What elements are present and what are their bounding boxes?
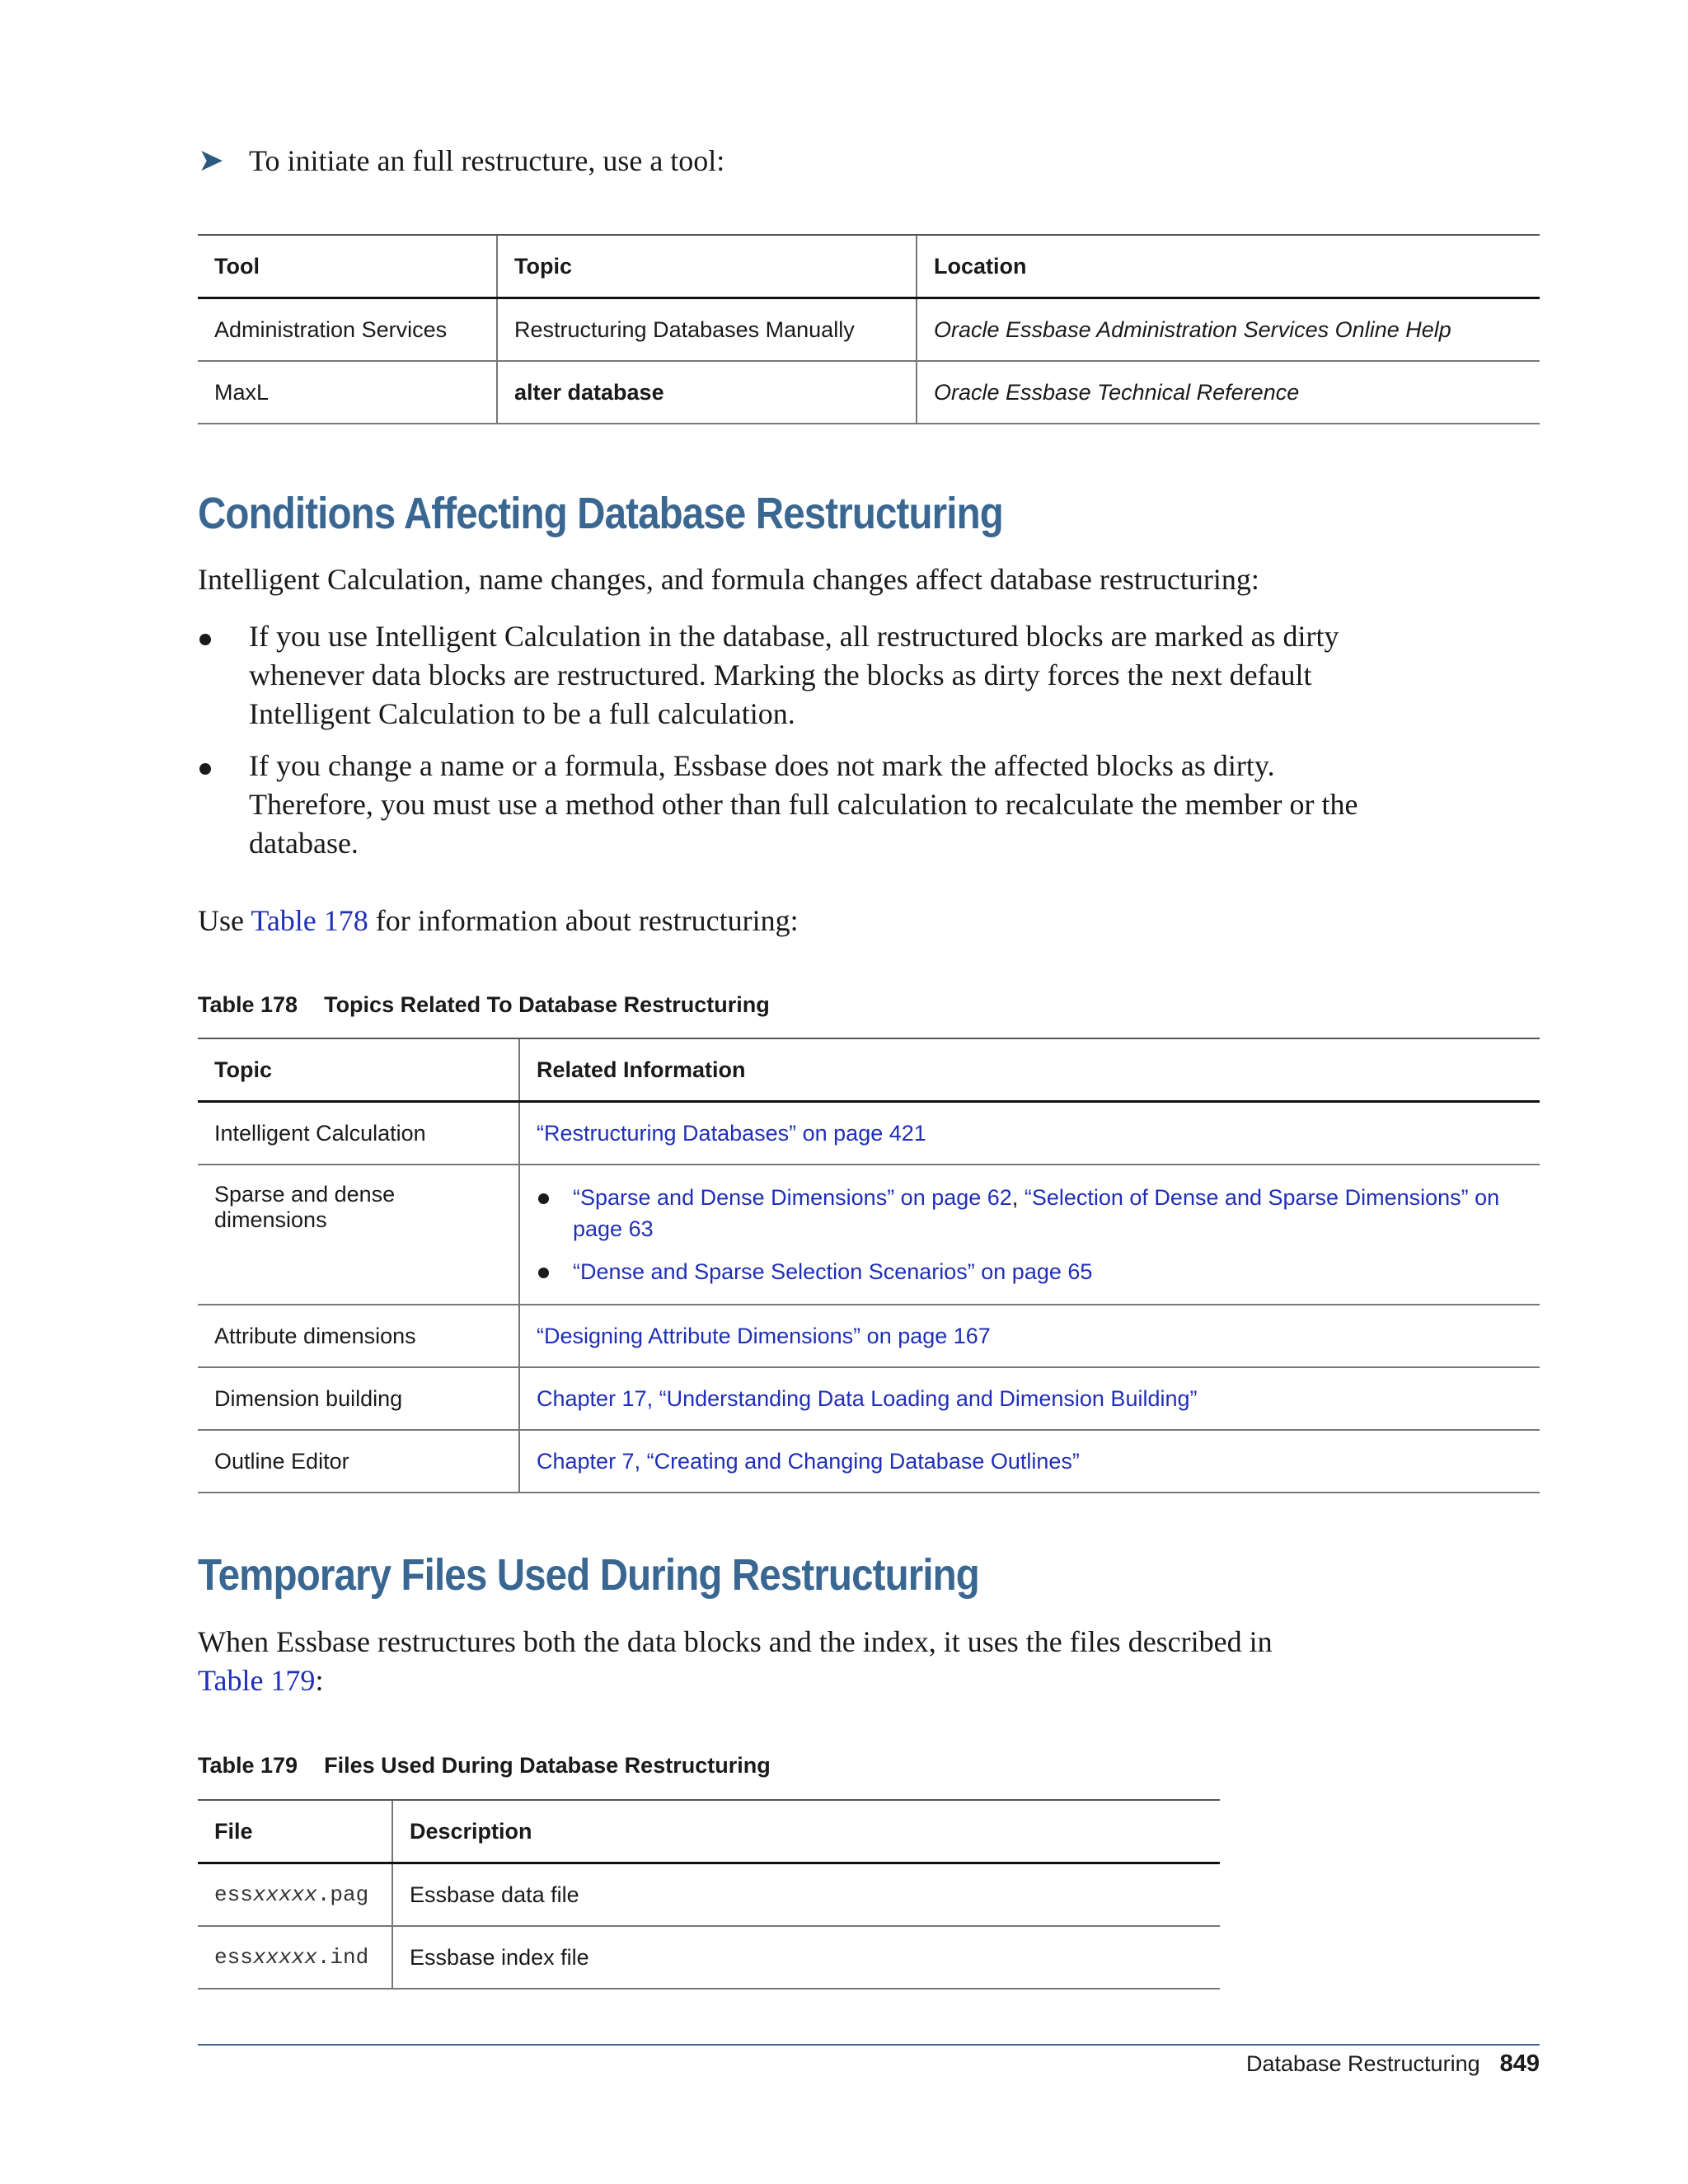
table-row [198, 1102, 1540, 1165]
cell-file: essxxxxx.ind [198, 1926, 392, 1989]
table-row [198, 1305, 1540, 1367]
footer-section-title: Database Restructuring [1245, 2051, 1480, 2076]
table-number: Table 178 [198, 992, 298, 1017]
cell-topic: Dimension building [198, 1367, 519, 1430]
header-file: File [198, 1800, 392, 1863]
section1-intro: Intelligent Calculation, name changes, and formula changes affect database restructuring: [198, 563, 1259, 596]
table-row [198, 361, 1540, 424]
related-link[interactable]: “Restructuring Databases” on page 421 [519, 1102, 1540, 1165]
table-number: Table 179 [198, 1753, 298, 1778]
page-footer [1246, 2050, 1540, 2078]
table-header-row [198, 1038, 1540, 1102]
table-row [198, 298, 1540, 362]
bullet-icon [538, 1193, 549, 1204]
cell-file: essxxxxx.pag [198, 1863, 392, 1927]
table-row [198, 1430, 1540, 1493]
table-178-link[interactable]: Table 178 [251, 904, 368, 937]
section-heading-temporary-files: Temporary Files Used During Restructuring [198, 1550, 979, 1600]
cell-topic: Attribute dimensions [198, 1305, 519, 1367]
procedure-text: To initiate an full restructure, use a tool: [249, 143, 725, 177]
table-179-caption [198, 1753, 771, 1779]
header-tool: Tool [198, 235, 497, 298]
related-link[interactable]: “Selection of Dense and Sparse Dimensions” on page 63 [573, 1185, 1500, 1241]
related-link[interactable]: “Designing Attribute Dimensions” on page 167 [519, 1305, 1540, 1367]
bullet-icon [199, 763, 211, 775]
table-title: Files Used During Database Restructuring [324, 1753, 771, 1778]
use-table-178-paragraph: Use Table 178 for information about restructuring: [198, 904, 799, 937]
cell-description: Essbase data file [392, 1863, 1220, 1927]
table-row [198, 1367, 1540, 1430]
table-title: Topics Related To Database Restructuring [324, 992, 770, 1017]
related-bullet-list [537, 1182, 1523, 1287]
procedure-arrow-icon: ➤ [198, 143, 224, 178]
related-link[interactable]: “Dense and Sparse Selection Scenarios” on page 65 [573, 1259, 1093, 1284]
table-header-row [198, 235, 1540, 298]
cell-topic: Outline Editor [198, 1430, 519, 1493]
tool-table [198, 234, 1540, 424]
list-item: “Sparse and Dense Dimensions” on page 62, “Selection of Dense and Sparse Dimensions” on page 63 [537, 1182, 1523, 1244]
cell-location: Oracle Essbase Technical Reference [917, 361, 1540, 424]
header-location: Location [917, 235, 1540, 298]
header-related-information: Related Information [519, 1038, 1540, 1102]
cell-location: Oracle Essbase Administration Services Online Help [917, 298, 1540, 362]
bullet-icon [199, 634, 211, 645]
page-number: 849 [1499, 2050, 1540, 2077]
header-description: Description [392, 1800, 1220, 1863]
table-row [198, 1165, 1540, 1305]
table-179-link[interactable]: Table 179 [198, 1664, 316, 1697]
section2-intro: When Essbase restructures both the data blocks and the index, it uses the files described in Table 179: [198, 1625, 1273, 1697]
cell-topic: Intelligent Calculation [198, 1102, 519, 1165]
list-item [537, 1256, 1523, 1287]
table-row [198, 1926, 1220, 1989]
table-178 [198, 1038, 1540, 1493]
table-179 [198, 1799, 1220, 1990]
list-item: If you use Intelligent Calculation in the database, all restructured blocks are marked as dirty whenever data blocks are restructured. Marking the blocks as dirty forces the next default Intelligent Calculation to be a full calculation. [198, 617, 1368, 733]
procedure-line [198, 142, 724, 179]
table-header-row [198, 1800, 1220, 1863]
cell-description: Essbase index file [392, 1926, 1220, 1989]
table-178-caption [198, 992, 770, 1018]
header-topic: Topic [497, 235, 917, 298]
related-link[interactable]: Chapter 7, “Creating and Changing Database Outlines” [519, 1430, 1540, 1493]
list-item: If you change a name or a formula, Essbase does not mark the affected blocks as dirty. Therefore, you must use a method other than full calculation to recalculate the member or the database. [198, 747, 1368, 863]
conditions-bullet-list [198, 617, 1368, 876]
footer-divider [198, 2044, 1540, 2046]
related-link[interactable]: “Sparse and Dense Dimensions” on page 62 [573, 1185, 1012, 1210]
table-row [198, 1863, 1220, 1927]
related-link[interactable]: Chapter 17, “Understanding Data Loading and Dimension Building” [519, 1367, 1540, 1430]
header-topic: Topic [198, 1038, 519, 1102]
cell-topic: Sparse and dense dimensions [198, 1165, 519, 1305]
bullet-icon [538, 1268, 549, 1278]
cell-topic: alter database [497, 361, 917, 424]
cell-tool: MaxL [198, 361, 497, 424]
cell-related-info [519, 1165, 1540, 1305]
cell-topic: Restructuring Databases Manually [497, 298, 917, 362]
cell-tool: Administration Services [198, 298, 497, 362]
section-heading-conditions: Conditions Affecting Database Restructuring [198, 489, 1003, 538]
